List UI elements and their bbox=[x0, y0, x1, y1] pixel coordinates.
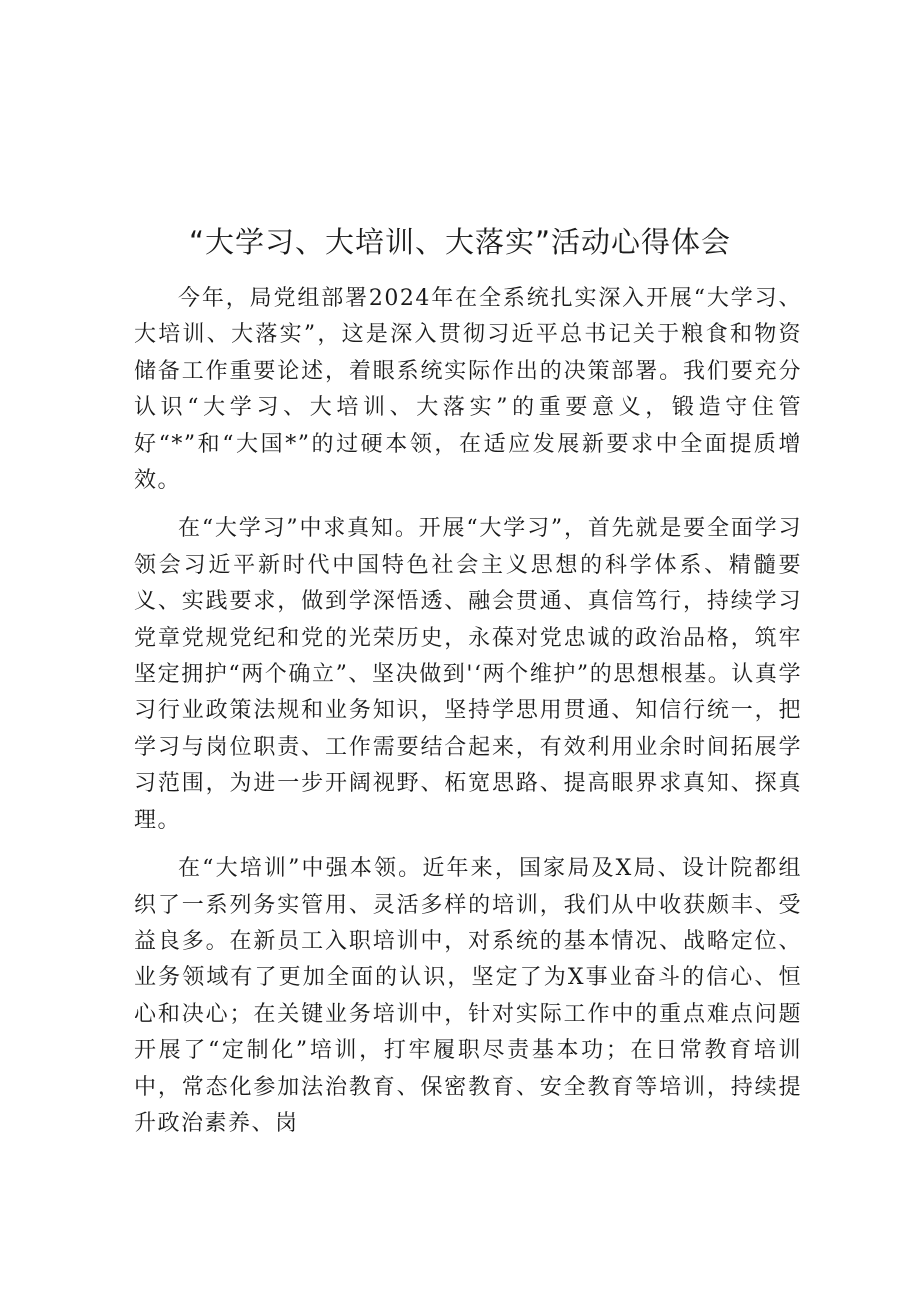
paragraph-big-study: 在“大学习”中求真知。开展“大学习”，首先就是要全面学习领会习近平新时代中国特色社会主义思想的科学体系、精髓要义、实践要求，做到学深悟透、融会贯通、真信笃行，持续学习党章党规党纪和党的光荣历史，永葆对党忠诚的政治品格，筑牢坚定拥护“两个确立”、坚决做到'‘两个维护”的思想根基。认真学习行业政策法规和业务知识，坚持学思用贯通、知信行统一，把学习与岗位职责、工作需要结合起来，有效利用业余时间拓展学习范围，为进一步开阔视野、柘宽思路、提高眼界求真知、探真理。 bbox=[134, 516, 802, 833]
document-body bbox=[134, 281, 802, 1154]
paragraph-big-training: 在“大培训”中强本领。近年来，国家局及X局、设计院都组织了一系列务实管用、灵活多样的培训，我们从中收获颇丰、受益良多。在新员工入职培训中，对系统的基本情况、战略定位、业务领域有了更加全面的认识，坚定了为X事业奋斗的信心、恒心和决心；在关键业务培训中，针对实际工作中的重点难点问题开展了“定制化”培训，打牢履职尽责基本功；在日常教育培训中，常态化参加法治教育、保密教育、安全教育等培训，持续提升政治素养、岗 bbox=[134, 856, 802, 1136]
document-title: “大学习、大培训、大落实”活动心得体会 bbox=[188, 225, 732, 259]
paragraph-intro: 今年，局党组部署2024年在全系统扎实深入开展“大学习、大培训、大落实”，这是深入贯彻习近平总书记关于粮食和物资储备工作重要论述，着眼系统实际作出的决策部署。我们要充分认识“大学习、大培训、大落实”的重要意义，锻造守住管好“*”和“大国*”的过硬本领，在适应发展新要求中全面提质增效。 bbox=[134, 286, 802, 494]
